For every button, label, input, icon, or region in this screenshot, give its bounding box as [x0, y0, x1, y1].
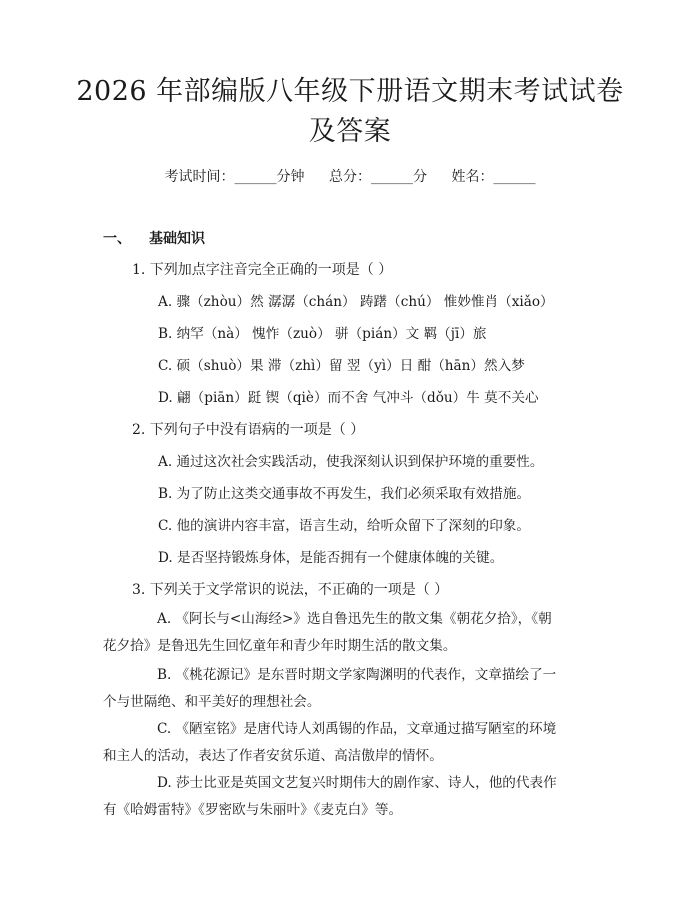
exam-time: 考试时间：______分钟: [164, 169, 305, 185]
question-2-option-c: C. 他的演讲内容丰富，语言生动，给听众留下了深刻的印象。: [158, 518, 530, 534]
question-1-option-c: C. 硕（shuò）果 滞（zhì）留 翌（yì）日 酣（hān）然入梦: [158, 358, 525, 374]
question-2-option-d: D. 是否坚持锻炼身体，是能否拥有一个健康体魄的关键。: [158, 550, 504, 566]
question-3-option-c: C. 《陋室铭》是唐代诗人刘禹锡的作品，文章通过描写陋室的环境和主人的活动，表达了作者安贫乐道、高洁傲岸的情怀。: [103, 721, 557, 764]
section-heading: [103, 229, 205, 249]
question-3-option-d: D. 莎士比亚是英国文艺复兴时期伟大的剧作家、诗人，他的代表作有《哈姆雷特》《罗密欧与朱丽叶》《麦克白》等。: [103, 775, 557, 818]
title-line-2: 及答案: [308, 116, 392, 147]
question-1-stem: 1. 下列加点字注音完全正确的一项是（ ）: [132, 262, 393, 278]
exam-score: 总分：______分: [329, 169, 427, 185]
exam-info-line: [0, 167, 700, 187]
title-line-1: 2026 年部编版八年级下册语文期末考试试卷: [76, 76, 624, 107]
exam-title: [60, 72, 640, 152]
question-3-option-b: B. 《桃花源记》是东晋时期文学家陶渊明的代表作，文章描绘了一个与世隔绝、和平美好的理想社会。: [103, 667, 557, 710]
question-1-option-a: A. 骤（zhòu）然 潺潺（chán） 踌躇（chú） 惟妙惟肖（xiǎo）: [158, 294, 554, 310]
question-3-option-a: A. 《阿长与<山海经>》选自鲁迅先生的散文集《朝花夕拾》，《朝花夕拾》是鲁迅先生回忆童年和青少年时期生活的散文集。: [103, 611, 552, 654]
question-1-option-d: D. 翩（piān）跹 锲（qiè）而不舍 气冲斗（dǒu）牛 莫不关心: [158, 390, 539, 406]
question-2-option-b: B. 为了防止这类交通事故不再发生，我们必须采取有效措施。: [158, 486, 531, 502]
section-label: 基础知识: [149, 231, 205, 247]
student-name: 姓名：______: [451, 169, 536, 185]
question-3-stem: 3. 下列关于文学常识的说法，不正确的一项是（ ）: [132, 582, 449, 598]
question-1-option-b: B. 纳罕（nà） 愧怍（zuò） 骈（pián）文 羁（jī）旅: [158, 326, 487, 342]
section-number: 一、: [103, 231, 131, 247]
question-2-option-a: A. 通过这次社会实践活动，使我深刻认识到保护环境的重要性。: [158, 454, 544, 470]
question-2-stem: 2. 下列句子中没有语病的一项是（ ）: [132, 422, 365, 438]
